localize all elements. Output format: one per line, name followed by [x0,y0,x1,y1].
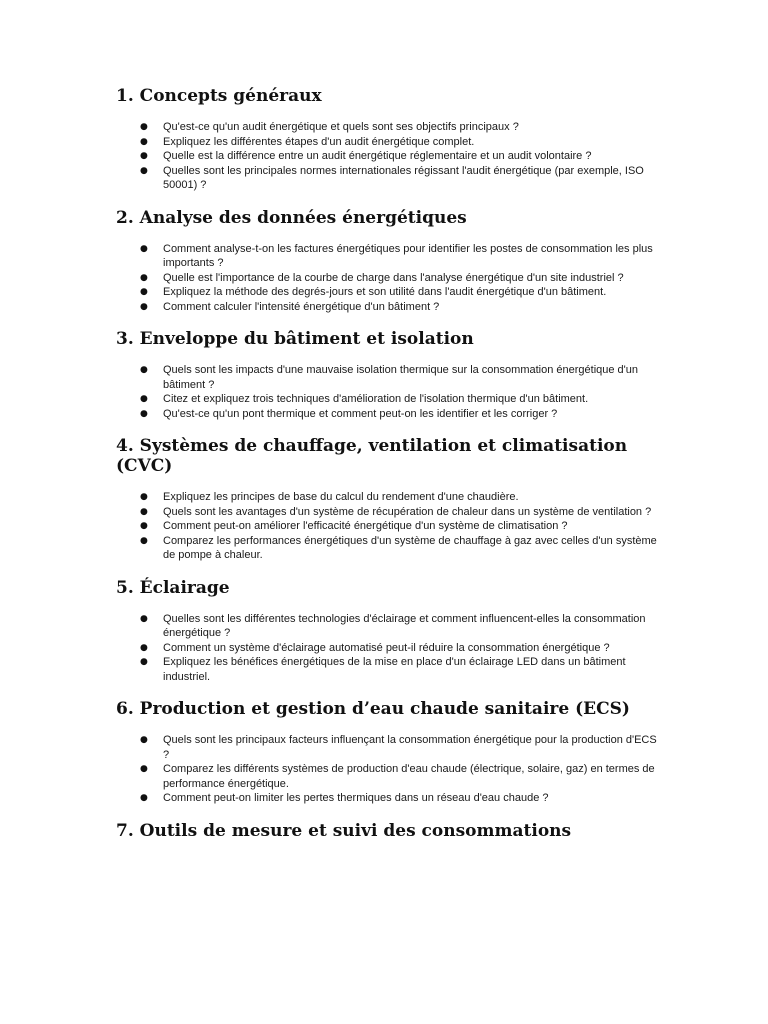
section-title: 1. Concepts généraux [116,86,322,106]
question-text: Quelles sont les différentes technologies d'éclairage et comment influencent-elles la consommation énergétique ? [163,612,646,639]
list-item [116,149,656,164]
list-item [116,363,656,392]
bullet-icon: ● [140,365,148,375]
list-item [116,655,656,684]
list-item [116,407,656,422]
list-item [116,285,656,300]
section-eclairage [116,578,656,685]
list-item [116,300,656,315]
question-text: Qu'est-ce qu'un pont thermique et comment peut-on les identifier et les corriger ? [163,407,558,420]
bullet-icon: ● [140,122,148,132]
list-item [116,612,656,641]
section-outils-mesure [116,821,656,841]
list-item [116,733,656,762]
list-item [116,392,656,407]
question-text: Quelles sont les principales normes internationales régissant l'audit énergétique (par exemple, ISO 50001) ? [163,164,644,191]
question-text: Qu'est-ce qu'un audit énergétique et quels sont ses objectifs principaux ? [163,121,519,133]
question-text: Comparez les différents systèmes de production d'eau chaude (électrique, solaire, gaz) en termes de performance énergétique. [163,763,655,790]
question-text: Quels sont les avantages d'un système de récupération de chaleur dans un système de ventilation ? [163,505,652,518]
bullet-icon: ● [140,735,148,745]
document-content [116,86,656,856]
question-text: Expliquez la méthode des degrés-jours et son utilité dans l'audit énergétique d'un bâtiment. [163,286,607,298]
bullet-icon: ● [140,535,148,546]
section-concepts-generaux [116,86,656,193]
question-text: Comment analyse-t-on les factures énergétiques pour identifier les postes de consommation les plus importants ? [163,242,653,269]
question-text: Quelle est la différence entre un audit énergétique réglementaire et un audit volontaire ? [163,150,592,162]
question-text: Comment peut-on limiter les pertes thermiques dans un réseau d'eau chaude ? [163,792,549,804]
question-text: Quelle est l'importance de la courbe de charge dans l'analyse énergétique d'un site industriel ? [163,271,624,284]
bullet-icon: ● [140,165,148,176]
section-cvc [116,436,656,563]
bullet-icon: ● [140,492,148,502]
list-item [116,120,656,135]
list-item [116,762,656,791]
section-enveloppe-batiment [116,329,656,421]
list-item [116,519,656,534]
section-title: 5. Éclairage [116,577,230,598]
question-list [116,612,656,685]
list-item [116,271,656,286]
question-text: Expliquez les principes de base du calcul du rendement d'une chaudière. [163,491,519,503]
question-text: Comment peut-on améliorer l'efficacité énergétique d'un système de climatisation ? [163,520,568,532]
question-text: Comment calculer l'intensité énergétique d'un bâtiment ? [163,300,440,313]
list-item [116,164,656,193]
bullet-icon: ● [140,243,148,254]
list-item [116,135,656,150]
bullet-icon: ● [140,764,148,774]
question-text: Comment un système d'éclairage automatisé peut-il réduire la consommation énergétique ? [163,641,610,654]
section-analyse-donnees [116,208,656,315]
bullet-icon: ● [140,272,148,283]
section-title: 4. Systèmes de chauffage, ventilation et climatisation (CVC) [116,436,628,476]
bullet-icon: ● [140,136,148,147]
bullet-icon: ● [140,657,148,667]
bullet-icon: ● [140,394,148,404]
list-item [116,641,656,656]
bullet-icon: ● [140,301,148,312]
question-list [116,363,656,421]
section-title: 2. Analyse des données énergétiques [116,207,467,228]
question-list [116,733,656,806]
list-item [116,242,656,271]
list-item [116,490,656,505]
section-eau-chaude-sanitaire [116,699,656,806]
question-text: Expliquez les bénéfices énergétiques de la mise en place d'un éclairage LED dans un bâtiment industriel. [163,656,626,683]
question-list [116,242,656,315]
bullet-icon: ● [140,506,148,517]
question-text: Quels sont les impacts d'une mauvaise isolation thermique sur la consommation énergétique d'un bâtiment ? [163,364,639,391]
list-item [116,505,656,520]
list-item [116,534,656,563]
section-title: 6. Production et gestion d’eau chaude sanitaire (ECS) [116,699,630,719]
question-text: Expliquez les différentes étapes d'un audit énergétique complet. [163,135,475,148]
bullet-icon: ● [140,408,148,419]
bullet-icon: ● [140,642,148,653]
list-item [116,791,656,806]
section-title: 7. Outils de mesure et suivi des consommations [116,820,572,841]
question-list [116,490,656,563]
bullet-icon: ● [140,793,148,803]
bullet-icon: ● [140,151,148,161]
bullet-icon: ● [140,287,148,297]
question-text: Citez et expliquez trois techniques d'amélioration de l'isolation thermique d'un bâtiment. [163,393,589,405]
question-text: Quels sont les principaux facteurs influençant la consommation énergétique pour la production d'ECS ? [163,734,657,761]
section-title: 3. Enveloppe du bâtiment et isolation [116,329,474,349]
question-list [116,120,656,193]
question-text: Comparez les performances énergétiques d'un système de chauffage à gaz avec celles d'un système de pompe à chaleur. [163,534,657,561]
bullet-icon: ● [140,613,148,624]
bullet-icon: ● [140,521,148,531]
